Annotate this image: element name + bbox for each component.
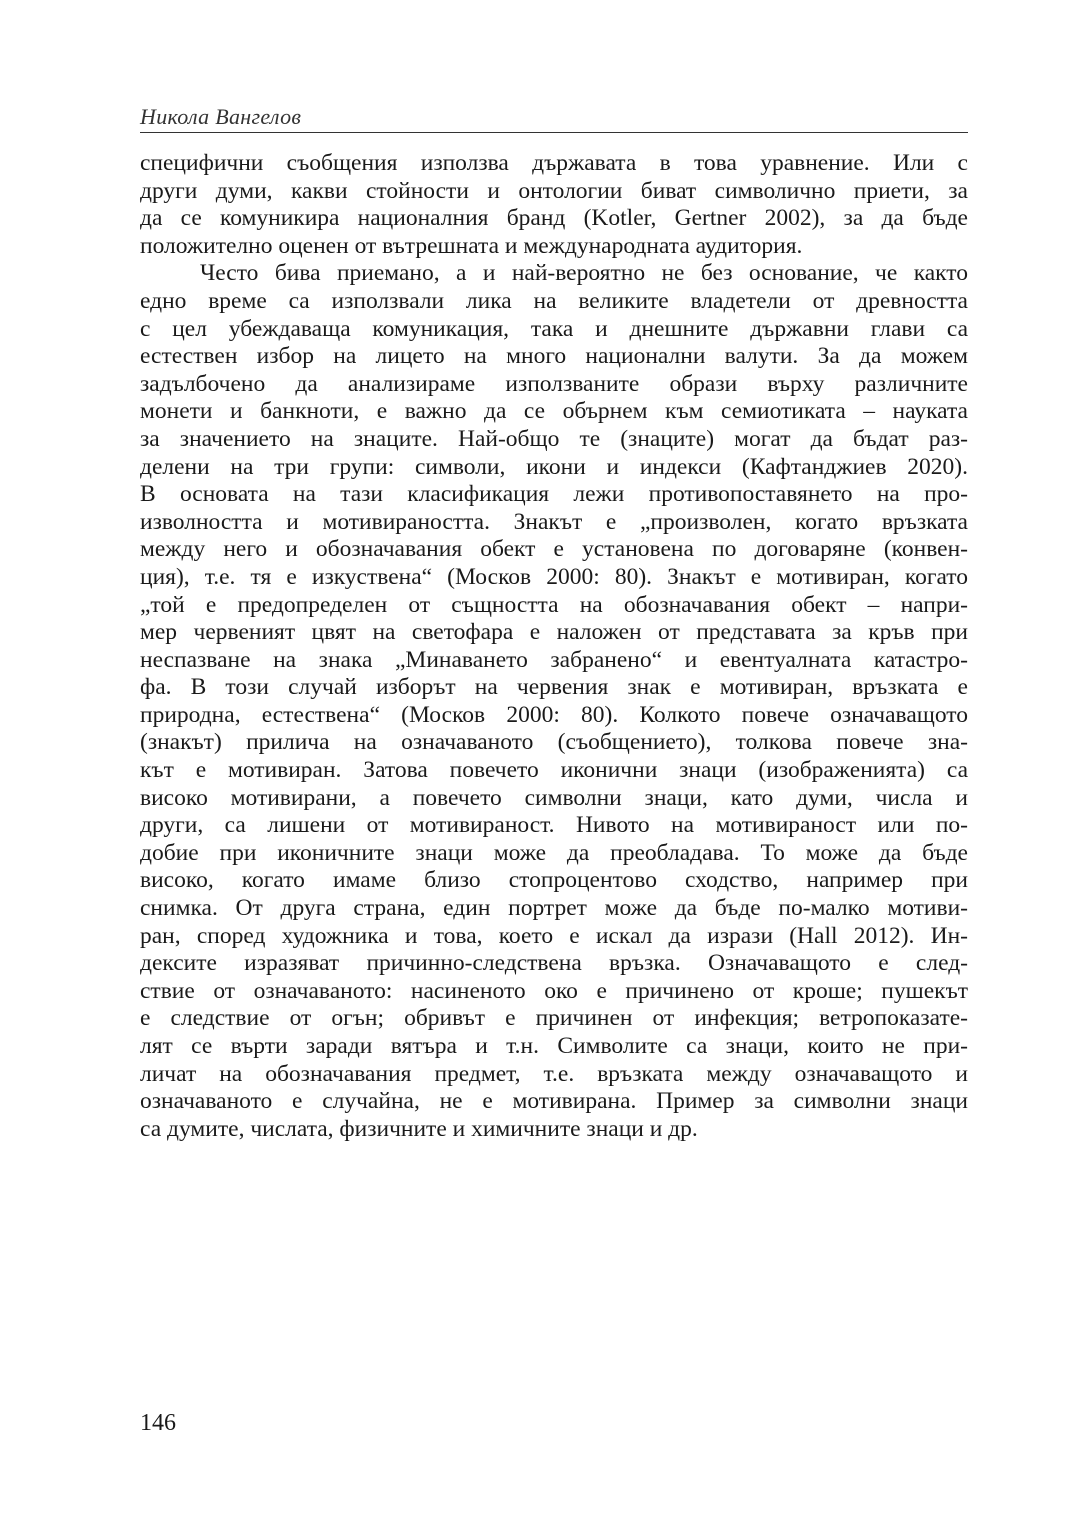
text-line: с цел убеждаваща комуникация, така и днешните държавни глави са [140, 315, 968, 342]
text-line: монети и банкноти, е важно да се обърнем към семиотиката – науката [140, 398, 968, 425]
text-line: неспазване на знака „Минаването забранено“ и евентуалната катастро- [140, 646, 968, 673]
page-number: 146 [140, 1410, 176, 1436]
text-line: задълбочено да анализираме използваните образи върху различните [140, 370, 968, 397]
text-line: дексите изразяват причинно-следствена връзка. Означаващото е след- [140, 950, 968, 977]
text-line: природна, естествена“ (Москов 2000: 80). Колкото повече означаващото [140, 701, 968, 728]
text-line: лят се върти заради вятъра и т.н. Символите са знаци, които не при- [140, 1033, 968, 1059]
running-head [140, 104, 968, 133]
body-text [140, 150, 968, 1143]
text-line: положително оценен от вътрешната и международната аудитория. [140, 232, 803, 259]
text-line: високо мотивирани, а повечето символни знаци, като думи, числа и [140, 784, 968, 811]
text-line: ран, според художника и това, което е искал да изрази (Hall 2012). Ин- [140, 922, 968, 949]
author-name: Никола Вангелов [140, 104, 302, 129]
text-line: други, са лишени от мотивираност. Нивото на мотивираност или по- [140, 812, 968, 839]
paragraph [140, 260, 968, 1143]
text-line: добие при иконичните знаци може да преобладава. То може да бъде [140, 839, 968, 866]
text-line: кът е мотивиран. Затова повечето иконични знаци (изображенията) са [140, 757, 968, 784]
text-line: означаваното е случайна, не е мотивирана. Пример за символни знаци [140, 1088, 968, 1115]
text-line: Често бива приемано, а и най-вероятно не без основание, че както [200, 260, 968, 287]
text-line: изволността и мотивираността. Знакът е „произволен, когато връзката [140, 508, 968, 535]
text-line: други думи, какви стойности и онтологии биват символично приети, за [140, 177, 968, 204]
text-line: снимка. От друга страна, един портрет може да бъде по-малко мотиви- [140, 895, 968, 922]
text-line: В основата на тази класификация лежи противопоставянето на про- [140, 481, 968, 508]
text-line: между него и обозначавания обект е установена по договаряне (конвен- [140, 536, 968, 563]
text-line: за значението на знаците. Най-общо те (знаците) могат да бъдат раз- [140, 425, 968, 452]
text-line: (знакът) прилича на означаваното (съобщението), толкова повече зна- [140, 729, 968, 756]
text-line: едно време са използвали лика на великите владетели от древността [140, 287, 968, 314]
text-line: естествен избор на лицето на много национални валути. За да можем [140, 343, 968, 370]
text-line: специфични съобщения използва държавата в това уравнение. Или с [140, 150, 968, 176]
text-line: мер червеният цвят на светофара е наложен от представата за кръв при [140, 619, 968, 646]
text-line: „той е предопределен от същността на обозначавания обект – напри- [140, 591, 968, 618]
text-line: е следствие от огън; обривът е причинен от инфекция; ветропоказате- [140, 1005, 968, 1032]
text-line: фа. В този случай изборът на червения знак е мотивиран, връзката е [140, 674, 968, 701]
text-line: делени на три групи: символи, икони и индекси (Кафтанджиев 2020). [140, 453, 968, 480]
text-line: да се комуникира националния бранд (Kotler, Gertner 2002), за да бъде [140, 205, 968, 232]
text-line: личат на обозначавания предмет, т.е. връзката между означаващото и [140, 1060, 968, 1087]
text-line: ция), т.е. тя е изкуствена“ (Москов 2000: 80). Знакът е мотивиран, когато [140, 563, 968, 590]
paragraph [140, 150, 968, 260]
text-line: високо, когато имаме близо стопроцентово сходство, например при [140, 867, 968, 894]
text-line: са думите, числата, физичните и химичните знаци и др. [140, 1115, 698, 1142]
text-line: ствие от означаваното: насиненото око е причинено от кроше; пушекът [140, 977, 968, 1004]
